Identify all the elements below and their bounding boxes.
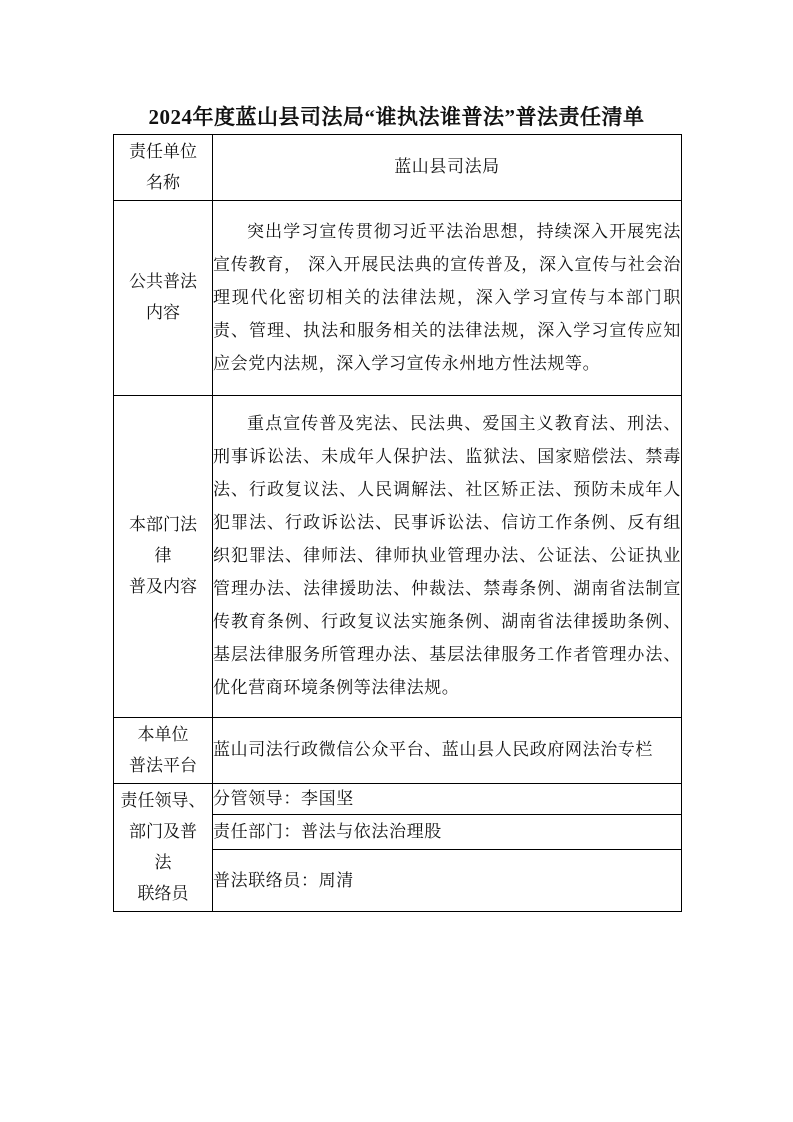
value-liaison: 普法联络员：周清: [213, 850, 682, 912]
value-public-content: [213, 201, 682, 396]
public-content-text: 突出学习宣传贯彻习近平法治思想，持续深入开展宪法宣传教育， 深入开展民法典的宣传普及，深入宣传与社会治理现代化密切相关的法律法规，深入学习宣传与本部门职责、管理、执法和服务相关的法律法规，深入学习宣传应知应会党内法规，深入学习宣传永州地方性法规等。: [213, 221, 681, 374]
table-row-leader: [114, 784, 682, 815]
table-row-dept-content: [114, 396, 682, 718]
label-line: 普法平台: [129, 755, 197, 776]
document-title: 2024年度蓝山县司法局“谁执法谁普法”普法责任清单: [148, 105, 645, 129]
table-row-platform: [114, 718, 682, 784]
value-leader: 分管领导：李国坚: [213, 784, 682, 815]
value-platform: 蓝山司法行政微信公众平台、蓝山县人民政府网法治专栏: [213, 718, 682, 784]
label-line: 部门及普: [129, 821, 197, 842]
table-row-unit-name: [114, 135, 682, 201]
label-line: 名称: [146, 172, 180, 193]
table-row-public-content: [114, 201, 682, 396]
label-line: 本单位: [137, 724, 189, 745]
label-line: 本部门法: [129, 515, 197, 535]
label-public-content: [114, 201, 213, 396]
label-line: 普及内容: [129, 577, 197, 597]
label-line: 公共普法: [129, 272, 197, 292]
label-dept-content: [114, 396, 213, 718]
label-platform: [114, 718, 213, 784]
label-responsibility: [114, 784, 213, 912]
dept-content-text: 重点宣传普及宪法、民法典、爱国主义教育法、刑法、刑事诉讼法、未成年人保护法、监狱法、国家赔偿法、禁毒法、行政复议法、人民调解法、社区矫正法、预防未成年人犯罪法、行政诉讼法、民事诉讼法、信访工作条例、反有组织犯罪法、律师法、律师执业管理办法、公证法、公证执业管理办法、法律援助法、仲裁法、禁毒条例、湖南省法制宣传教育条例、行政复议法实施条例、湖南省法律援助条例、基层法律服务所管理办法、基层法律服务工作者管理办法、优化营商环境条例等法律法规。: [213, 414, 681, 698]
value-dept-content: [213, 396, 682, 718]
label-line: 法: [154, 852, 172, 873]
label-line: 责任领导、: [120, 790, 206, 811]
value-department: 责任部门：普法与依法治理股: [213, 815, 682, 850]
responsibility-table: [113, 134, 682, 912]
label-line: 律: [154, 546, 172, 566]
label-line: 联络员: [137, 883, 189, 904]
label-line: 内容: [146, 303, 180, 323]
label-unit-name: [114, 135, 213, 201]
value-unit-name: 蓝山县司法局: [213, 135, 682, 201]
label-line: 责任单位: [129, 141, 197, 162]
